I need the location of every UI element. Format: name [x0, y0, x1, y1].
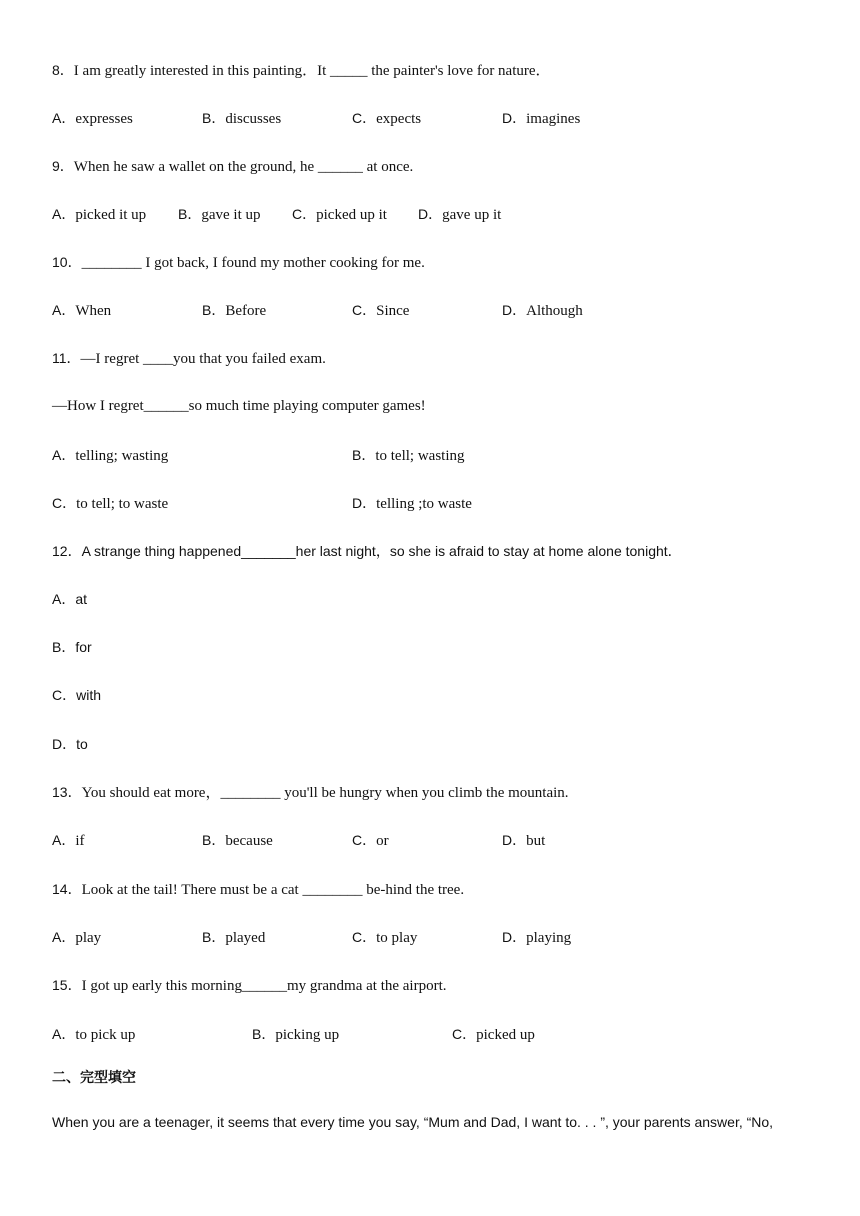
- question-12-option-b: B．for: [52, 639, 92, 655]
- question-13-option-c: C．or: [352, 832, 389, 849]
- question-12-option-c: C．with: [52, 687, 102, 703]
- question-15-stem: 15．I got up early this morning______my grandma at the airport.: [52, 977, 447, 994]
- question-10-option-a: A．When: [52, 302, 112, 319]
- question-15-option-a: A．to pick up: [52, 1026, 136, 1043]
- question-11-option-c: C．to tell; to waste: [52, 495, 169, 512]
- question-13-option-d: D．but: [502, 832, 546, 849]
- question-8-option-a: A．expresses: [52, 110, 133, 127]
- question-15-option-b: B．picking up: [252, 1026, 340, 1043]
- question-14-option-d: D．playing: [502, 929, 572, 946]
- question-14-stem: 14．Look at the tail! There must be a cat ________ be-hind the tree.: [52, 881, 465, 898]
- question-12-stem: 12．A strange thing happened_______her last night，so she is afraid to stay at home alone tonight．: [52, 543, 682, 559]
- question-10-option-d: D．Although: [502, 302, 583, 319]
- question-11-option-b: B．to tell; wasting: [352, 447, 465, 464]
- question-11-stem: 11．—I regret ____you that you failed exam.: [52, 350, 326, 367]
- section-title: 二、完型填空: [52, 1070, 136, 1086]
- question-13-option-a: A．if: [52, 832, 85, 849]
- question-10-option-b: B．Before: [202, 302, 267, 319]
- question-13-stem: 13．You should eat more，________ you'll be hungry when you climb the mountain.: [52, 784, 569, 801]
- question-12-option-a: A．at: [52, 591, 88, 607]
- question-14-option-b: B．played: [202, 929, 266, 946]
- question-9-option-d: D．gave up it: [418, 206, 502, 223]
- question-14-option-a: A．play: [52, 929, 102, 946]
- question-15-option-c: C．picked up: [452, 1026, 535, 1043]
- question-10-stem: 10．________ I got back, I found my mother cooking for me.: [52, 254, 425, 271]
- question-8-option-b: B．discusses: [202, 110, 282, 127]
- question-9-stem: 9．When he saw a wallet on the ground, he ______ at once.: [52, 158, 414, 175]
- question-8-option-d: D．imagines: [502, 110, 581, 127]
- question-13-option-b: B．because: [202, 832, 273, 849]
- question-11-option-d: D．telling ;to waste: [352, 495, 472, 512]
- question-11-stem-line-2: —How I regret______so much time playing computer games!: [52, 398, 426, 414]
- question-12-option-d: D．to: [52, 736, 88, 752]
- question-11-option-a: A．telling; wasting: [52, 447, 169, 464]
- question-8-option-c: C．expects: [352, 110, 422, 127]
- question-9-option-c: C．picked up it: [292, 206, 387, 223]
- question-9-option-b: B．gave it up: [178, 206, 261, 223]
- question-14-option-c: C．to play: [352, 929, 418, 946]
- passage-first-line: When you are a teenager, it seems that every time you say, “Mum and Dad, I want to. . . ”, your parents answer, “No,: [52, 1114, 774, 1130]
- question-9-option-a: A．picked it up: [52, 206, 147, 223]
- question-10-option-c: C．Since: [352, 302, 410, 319]
- question-8-stem: 8．I am greatly interested in this painting．It _____ the painter's love for nature．: [52, 62, 551, 79]
